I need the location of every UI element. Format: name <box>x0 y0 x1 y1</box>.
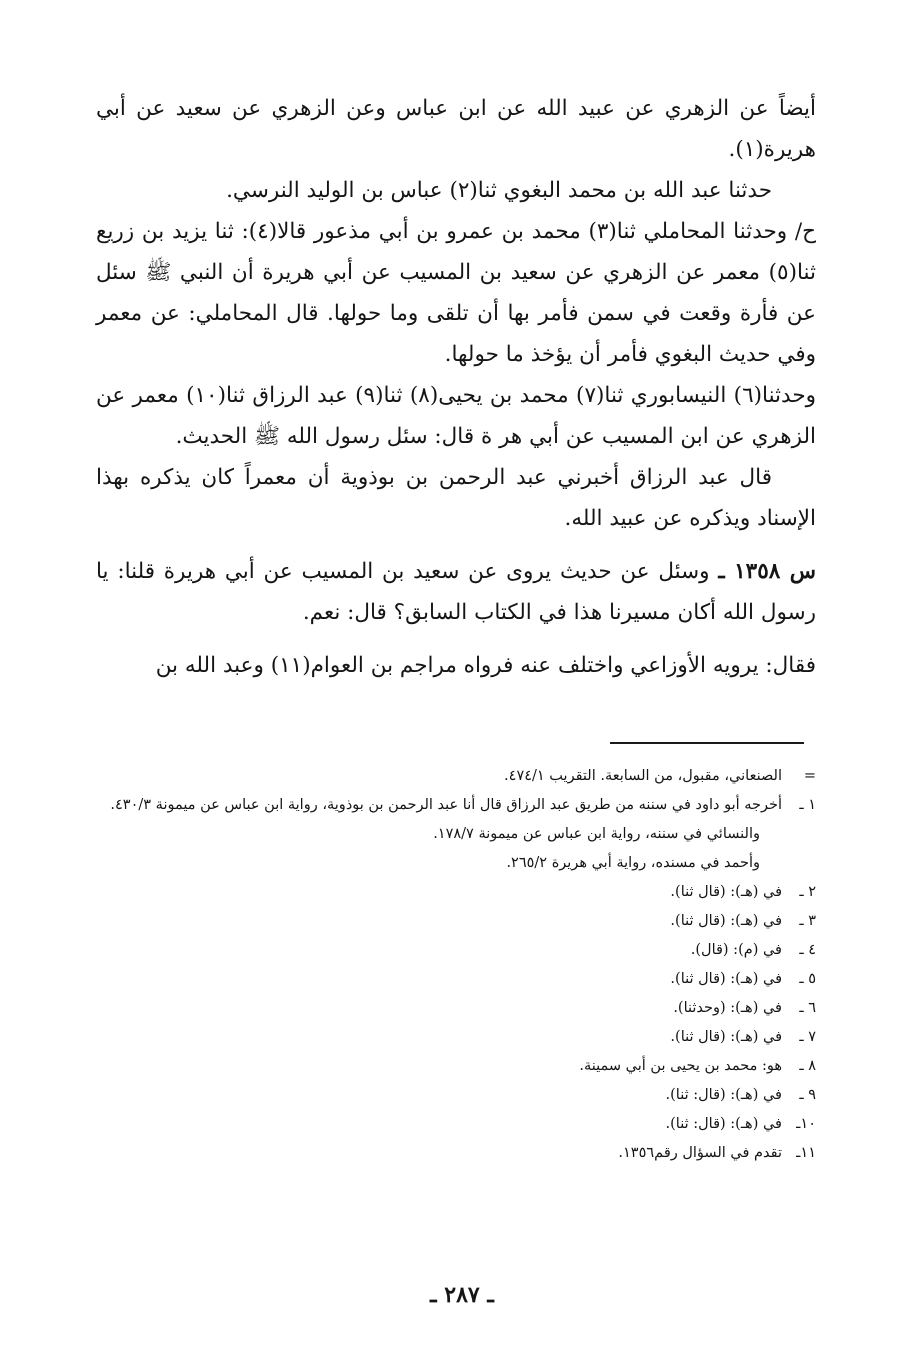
footnote-number: ٥ ـ <box>799 971 816 987</box>
footnote-number: ١٠ـ <box>796 1116 816 1132</box>
question-paragraph <box>96 551 816 633</box>
footnote-text: في (هـ): (قال: ثنا). <box>665 1087 782 1103</box>
footnote-item <box>96 965 816 994</box>
footnote-item <box>96 1139 816 1168</box>
footnote-item <box>96 1023 816 1052</box>
paragraph-2: حدثنا عبد الله بن محمد البغوي ثنا(٢) عباس بن الوليد النرسي. <box>226 178 772 203</box>
footnote-item <box>96 907 816 936</box>
footnote-number: ٨ ـ <box>799 1058 816 1074</box>
footnote-text: في (هـ): (قال ثنا). <box>670 1029 782 1045</box>
footnote-text: في (هـ): (وحدثنا). <box>673 1000 782 1016</box>
footnote-number: ١ ـ <box>799 797 816 813</box>
footnote-text: تقدم في السؤال رقم١٣٥٦. <box>618 1145 782 1161</box>
footnote-separator <box>610 742 804 744</box>
footnote-number: ٢ ـ <box>799 884 816 900</box>
main-text <box>96 88 816 686</box>
footnotes <box>96 762 816 1168</box>
paragraph-1: أيضاً عن الزهري عن عبيد الله عن ابن عباس وعن الزهري عن سعيد عن أبي هريرة(١). <box>96 96 816 162</box>
footnote-text: في (م): (قال). <box>690 942 782 958</box>
footnote-text: أخرجه أبو داود في سننه من طريق عبد الرزاق قال أنا عبد الرحمن بن بوذوية، رواية ابن عباس عن ميمونة ٤٣٠/٣. <box>110 797 782 813</box>
footnote-item <box>96 878 816 907</box>
footnote-number: = <box>803 768 816 784</box>
footnote-number: ١١ـ <box>796 1145 816 1161</box>
question-text: وسئل عن حديث يروى عن سعيد بن المسيب عن أبي هريرة قلنا: يا رسول الله أكان مسيرنا هذا في الكتاب السابق؟ قال: نعم. <box>96 559 816 625</box>
footnote-number: ٤ ـ <box>799 942 816 958</box>
footnote-text: هو: محمد بن يحيى بن أبي سمينة. <box>579 1058 782 1074</box>
paragraph-5: قال عبد الرزاق أخبرني عبد الرحمن بن بوذوية أن معمراً كان يذكره بهذا الإسناد ويذكره عن عبيد الله. <box>96 465 816 531</box>
paragraph-3: ح/ وحدثنا المحاملي ثنا(٣) محمد بن عمرو بن أبي مذعور قالا(٤): ثنا يزيد بن زريع ثنا(٥) معمر عن الزهري عن سعيد بن المسيب عن أبي هريرة أن النبي ﷺ سئل عن فأرة وقعت في سمن فأمر بها أن تلقى وما حولها. قال المحاملي: عن معمر وفي حديث البغوي فأمر أن يؤخذ ما حولها. <box>96 219 816 367</box>
footnote-number: ٧ ـ <box>799 1029 816 1045</box>
paragraph-4: وحدثنا(٦) النيسابوري ثنا(٧) محمد بن يحيى(٨) ثنا(٩) عبد الرزاق ثنا(١٠) معمر عن الزهري عن ابن المسيب عن أبي هر ة قال: سئل رسول الله ﷺ الحديث. <box>96 383 816 449</box>
footnote-number: ٩ ـ <box>799 1087 816 1103</box>
footnote-text: في (هـ): (قال ثنا). <box>670 971 782 987</box>
footnote-number: ٦ ـ <box>799 1000 816 1016</box>
paragraph-7: فقال: يرويه الأوزاعي واختلف عنه فرواه مراجم بن العوام(١١) وعبد الله بن <box>155 653 816 678</box>
footnote-item <box>96 936 816 965</box>
footnote-text: في (هـ): (قال: ثنا). <box>665 1116 782 1132</box>
footnote-text: في (هـ): (قال ثنا). <box>670 884 782 900</box>
footnote-item <box>96 1110 816 1139</box>
question-number: س ١٣٥٨ ـ <box>718 559 816 584</box>
footnote-text: في (هـ): (قال ثنا). <box>670 913 782 929</box>
footnote-text: وأحمد في مسنده، رواية أبي هريرة ٢٦٥/٢. <box>506 855 760 871</box>
footnote-text: الصنعاني، مقبول، من السابعة. التقريب ٤٧٤/١. <box>504 768 782 784</box>
footnote-item <box>96 791 816 878</box>
footnote-item <box>96 994 816 1023</box>
footnote-text: والنسائي في سننه، رواية ابن عباس عن ميمونة ١٧٨/٧. <box>433 826 760 842</box>
page-number: ـ ٢٨٧ ـ <box>430 1282 494 1308</box>
footnote-number: ٣ ـ <box>799 913 816 929</box>
footnote-item <box>96 1052 816 1081</box>
footnote-item <box>96 762 816 791</box>
footnote-item <box>96 1081 816 1110</box>
